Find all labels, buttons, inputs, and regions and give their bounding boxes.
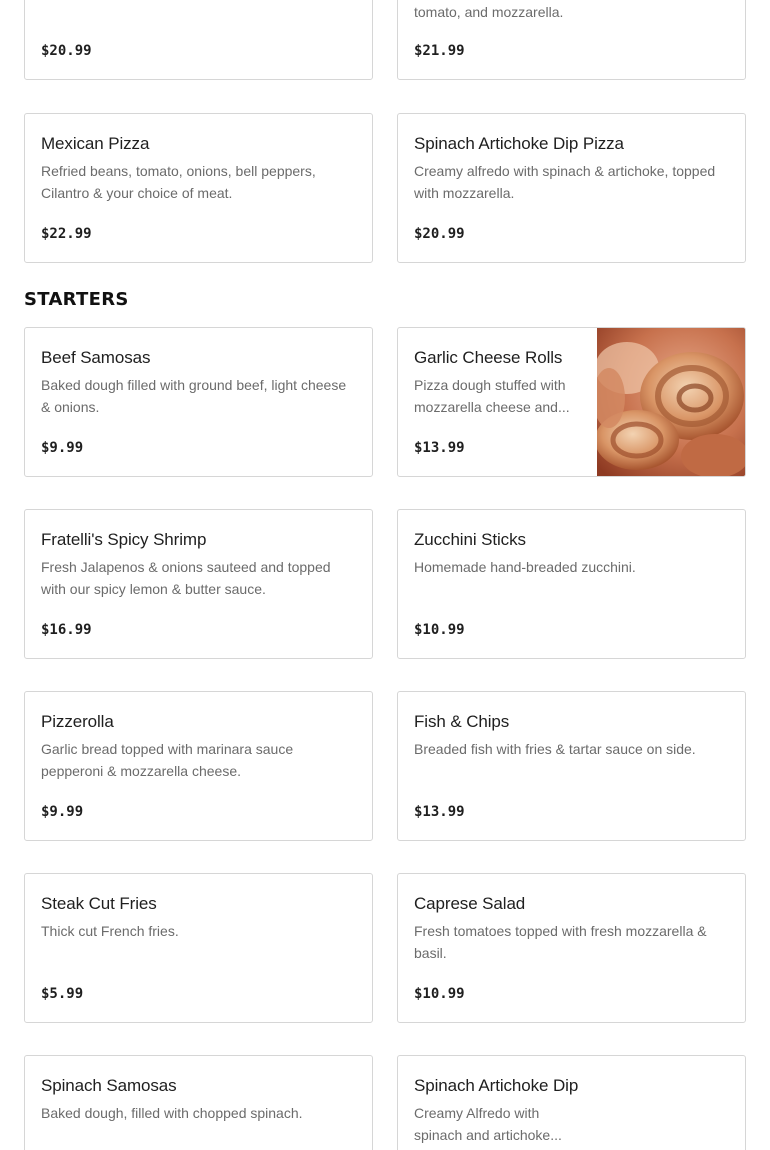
item-description: Creamy Alfredo with spinach and artichoke... [414,1105,562,1143]
menu-item-card[interactable] [397,1055,746,1150]
menu-item-card[interactable] [24,691,373,841]
item-price: $5.99 [41,986,84,1002]
item-price: $10.99 [414,986,465,1002]
item-price: $9.99 [41,440,84,456]
item-description: Breaded fish with fries & tartar sauce on side. [414,741,696,757]
item-price: $16.99 [41,622,92,638]
item-description: Garlic bread topped with marinara sauce pepperoni & mozzarella cheese. [41,741,294,779]
item-price: $10.99 [414,622,465,638]
item-price: $9.99 [41,804,84,820]
item-price: $20.99 [41,43,92,59]
menu-item-card[interactable] [24,113,373,263]
menu-item-card[interactable] [24,0,373,80]
menu-item-card[interactable] [24,327,373,477]
item-name: Garlic Cheese Rolls [414,348,563,367]
menu-item-card[interactable] [397,873,746,1023]
menu-item-card[interactable] [397,327,746,477]
menu-item-card[interactable] [397,691,746,841]
menu-item-card[interactable] [24,1055,373,1150]
item-description: tomato, and mozzarella. [414,4,564,20]
item-description: Homemade hand-breaded zucchini. [414,559,636,575]
item-description: Baked dough, filled with chopped spinach. [41,1105,303,1121]
item-description: Creamy alfredo with spinach & artichoke, topped with mozzarella. [414,163,716,201]
menu-item-card[interactable] [397,0,746,80]
item-description: Fresh Jalapenos & onions sauteed and topped with our spicy lemon & butter sauce. [41,559,331,597]
item-price: $13.99 [414,804,465,820]
garlic-cheese-rolls-photo [597,328,745,476]
item-price: $13.99 [414,440,465,456]
item-price: $21.99 [414,43,465,59]
item-name: Zucchini Sticks [414,530,526,549]
item-description: Pizza dough stuffed with mozzarella cheese and... [414,377,570,415]
item-name: Spinach Artichoke Dip Pizza [414,134,624,153]
item-description: Fresh tomatoes topped with fresh mozzarella & basil. [414,923,707,961]
menu-item-card[interactable] [24,509,373,659]
item-description: Baked dough filled with ground beef, light cheese & onions. [41,377,347,415]
item-name: Beef Samosas [41,348,151,367]
item-description: Thick cut French fries. [41,923,179,939]
item-name: Caprese Salad [414,894,526,913]
menu-item-card[interactable] [24,873,373,1023]
item-name: Mexican Pizza [41,134,150,153]
item-name: Steak Cut Fries [41,894,157,913]
menu-item-card[interactable] [397,509,746,659]
item-name: Pizzerolla [41,712,114,731]
item-name: Fratelli's Spicy Shrimp [41,530,207,549]
item-name: Spinach Samosas [41,1076,177,1095]
item-name: Fish & Chips [414,712,510,731]
item-price: $20.99 [414,226,465,242]
item-description: Refried beans, tomato, onions, bell peppers, Cilantro & your choice of meat. [41,163,316,201]
section-title-starters: STARTERS [24,289,129,310]
menu-item-card[interactable] [397,113,746,263]
item-price: $22.99 [41,226,92,242]
item-name: Spinach Artichoke Dip [414,1076,579,1095]
